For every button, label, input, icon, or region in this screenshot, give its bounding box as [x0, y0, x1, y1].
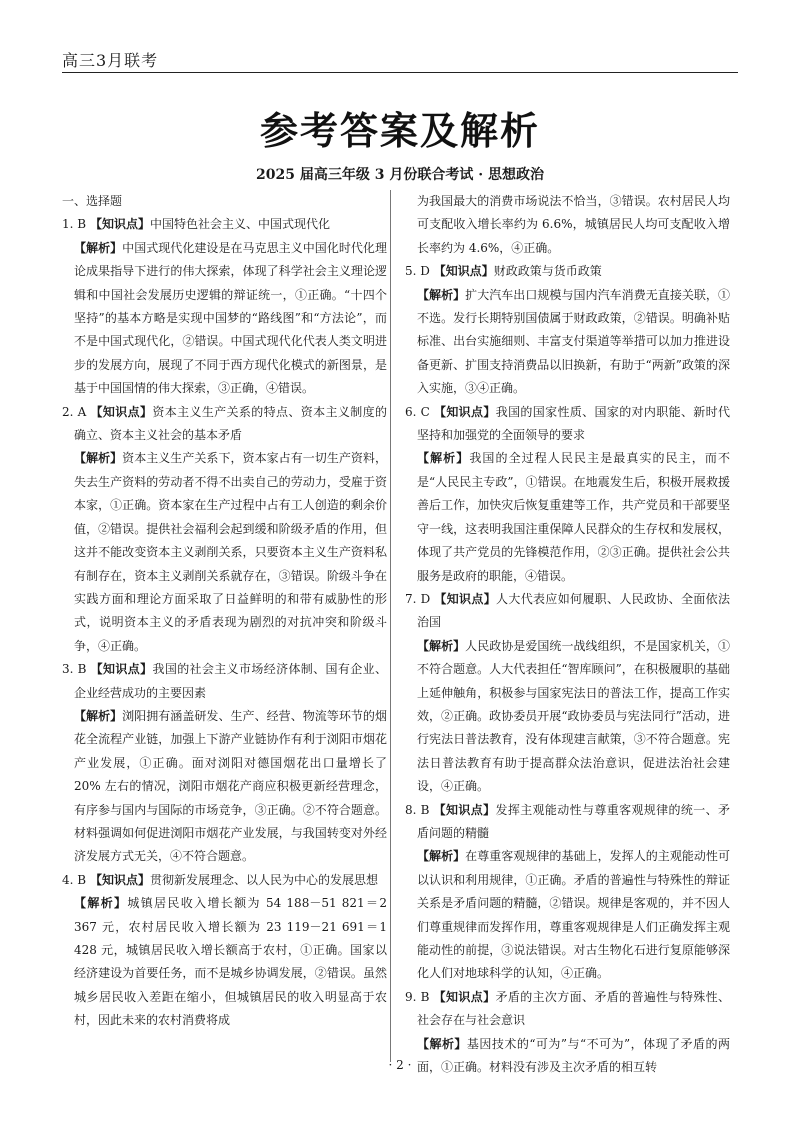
knowledge-point: 财政政策与货币政策 — [493, 264, 602, 279]
knowledge-point-tag: 【知识点】 — [90, 404, 153, 419]
question-answer: C — [420, 404, 430, 419]
analysis-tag: 【解析】 — [74, 451, 123, 466]
knowledge-point-tag: 【知识点】 — [89, 217, 150, 232]
analysis-tag: 【解析】 — [417, 638, 466, 653]
question-number: 3. — [62, 662, 74, 677]
question-number: 2. — [62, 404, 74, 419]
exam-label: 高三3月联考 — [62, 51, 159, 70]
analysis-tag: 【解析】 — [74, 896, 128, 911]
analysis-text: 人民政协是爱国统一战线组织，不是国家机关，①不符合题意。人大代表担任“智库顾问”，在积极履职的基础上延伸触角，积极参与国家宪法日的普法工作，提高工作实效，②正确。政协委员开展“政协委员与宪法同行”活动，进行宪法日普法教育，没有体现建言献策，③不符合题意。宪法日普法教育有助于提高群众法治意识，促进法治社会建设，④正确。 — [417, 638, 730, 794]
analysis-tag: 【解析】 — [417, 451, 470, 466]
knowledge-point-tag: 【知识点】 — [434, 591, 497, 606]
knowledge-point: 我国的社会主义市场经济体制、国有企业、企业经营成功的主要因素 — [74, 662, 387, 700]
exam-subtitle: 2025 届高三年级 3 月份联合考试 · 思想政治 — [256, 167, 544, 183]
page-title: 参考答案及解析 — [259, 109, 540, 153]
analysis-text: 中国式现代化建设是在马克思主义中国化时代化理论成果指导下进行的伟大探索，体现了科学社会主义理论逻辑和中国社会发展历史逻辑的辩证统一，①正确。“十四个坚持”的基本方略是实现中国梦的“路线图”和“方法论”，而不是中国式现代化，②错误。中国式现代化代表人类文明进步的发展方向，展现了不同于西方现代化模式的新图景，是基于中国国情的伟大探索，③正确，④错误。 — [74, 240, 387, 396]
question-2 — [62, 401, 387, 658]
knowledge-point: 矛盾的主次方面、矛盾的普遍性与特殊性、社会存在与社会意识 — [417, 989, 730, 1028]
question-number: 7. — [405, 591, 417, 606]
analysis-text: 浏阳拥有涵盖研发、生产、经营、物流等环节的烟花全流程产业链，加强上下游产业链协作有利于浏阳市烟花产业发展，①正确。面对浏阳对德国烟花出口量增长了 20% 左右的情况，浏阳市烟花产商应积极更新经营理念，有序参与国内与国际的市场竞争，③正确。②不符合题意。材料强调如何促进浏阳市烟花产业发展，与我国转变对外经济发展方式无关，④不符合题意。 — [74, 708, 387, 864]
question-number: 4. — [62, 872, 74, 887]
question-number: 6. — [405, 404, 417, 419]
analysis-tag: 【解析】 — [417, 287, 466, 302]
header-rule — [62, 72, 738, 73]
question-answer: B — [77, 872, 87, 887]
section-heading: 一、选择题 — [62, 194, 123, 208]
question-number: 5. — [405, 264, 417, 279]
knowledge-point-tag: 【知识点】 — [90, 662, 153, 677]
analysis-text: 我国的全过程人民民主是最真实的民主，而不是“人民民主专政”，①错误。在地震发生后，积极开展救援善后工作，加快灾后恢复重建等工作，共产党员和干部要坚守一线，这表明我国注重保障人民群众的生存权和发展权，体现了共产党员的先锋模范作用，②③正确。提供社会公共服务是政府的职能，④错误。 — [417, 451, 730, 583]
question-6 — [405, 401, 730, 588]
knowledge-point: 中国特色社会主义、中国式现代化 — [149, 217, 330, 232]
knowledge-point-tag: 【知识点】 — [433, 264, 494, 279]
question-7 — [405, 588, 730, 799]
knowledge-point-tag: 【知识点】 — [89, 872, 150, 887]
question-number: 1. — [62, 217, 74, 232]
analysis-text: 在尊重客观规律的基础上，发挥人的主观能动性可以认识和利用规律，①正确。矛盾的普遍性与特殊性的辩证关系是矛盾问题的精髓，②错误。规律是客观的，并不因人们尊重规律而发挥作用，尊重客观规律是人们正确发挥主观能动性的前提，③说法错误。对古生物化石进行复原能够深化人们对地球科学的认知，④正确。 — [417, 849, 730, 981]
analysis-tag: 【解析】 — [74, 240, 123, 255]
question-answer: D — [420, 591, 431, 606]
analysis-text: 扩大汽车出口规模与国内汽车消费无直接关联，①不选。发行长期特别国债属于财政政策，②错误。明确补贴标准、出台实施细则、丰富支付渠道等举措可以加力推进设备更新、扩围支持消费品以旧换新，有助于“两新”政策的深入实施，③④正确。 — [417, 287, 730, 396]
question-3 — [62, 658, 387, 869]
knowledge-point: 人大代表应如何履职、人民政协、全面依法治国 — [417, 591, 730, 630]
analysis-tag: 【解析】 — [417, 849, 466, 864]
question-number: 8. — [405, 802, 417, 817]
knowledge-point: 发挥主观能动性与尊重客观规律的统一、矛盾问题的精髓 — [417, 802, 730, 840]
left-column — [62, 190, 387, 1033]
knowledge-point-tag: 【知识点】 — [433, 404, 496, 419]
question-answer: B — [420, 989, 430, 1004]
analysis-tag: 【解析】 — [417, 1036, 467, 1051]
question-answer: B — [77, 662, 87, 677]
knowledge-point: 我国的国家性质、国家的对内职能、新时代坚持和加强党的全面领导的要求 — [417, 404, 730, 443]
column-divider — [390, 190, 391, 1062]
knowledge-point: 贯彻新发展理念、以人民为中心的发展思想 — [149, 872, 378, 887]
right-column — [405, 190, 730, 1079]
question-number: 9. — [405, 989, 417, 1004]
question-8 — [405, 799, 730, 986]
analysis-tag: 【解析】 — [74, 708, 123, 723]
knowledge-point: 资本主义生产关系的特点、资本主义制度的确立、资本主义社会的基本矛盾 — [74, 404, 387, 443]
question-answer: B — [420, 802, 430, 817]
question-5 — [405, 260, 730, 400]
question-answer: B — [77, 217, 87, 232]
question-4-continuation: 为我国最大的消费市场说法不恰当，③错误。农村居民人均可支配收入增长率约为 6.6%，城镇居民人均可支配收入增长率约为 4.6%，④正确。 — [417, 194, 730, 255]
knowledge-point-tag: 【知识点】 — [433, 802, 496, 817]
analysis-text: 资本主义生产关系下，资本家占有一切生产资料，失去生产资料的劳动者不得不出卖自己的劳动力，受雇于资本家，①正确。资本家在生产过程中占有工人创造的剩余价值，②错误。提供社会福利会起到缓和阶级矛盾的作用，但这并不能改变资本主义剥削关系，只要资本主义生产资料私有制存在，资本主义剥削关系就存在，③错误。阶级斗争在实践方面和理论方面采取了日益鲜明的和带有威胁性的形式，说明资本主义的矛盾表现为剧烈的对抗冲突和阶级斗争，④正确。 — [74, 451, 387, 653]
knowledge-point-tag: 【知识点】 — [433, 989, 496, 1004]
question-4 — [62, 869, 387, 1033]
page-number: · 2 · — [388, 1058, 412, 1072]
analysis-text: 基因技术的“可为”与“不可为”，体现了矛盾的两面，①正确。材料没有涉及主次矛盾的相互转 — [417, 1036, 730, 1075]
question-1 — [62, 213, 387, 400]
question-answer: A — [77, 404, 87, 419]
analysis-text: 城镇居民收入增长额为 54 188－51 821＝2 367 元，农村居民收入增长额为 23 119－21 691＝1 428 元，城镇居民收入增长额高于农村，①正确。国家以经济建设为首要任务，而不是城乡协调发展，②错误。虽然城乡居民收入差距在缩小，但城镇居民的收入明显高于农村，因此未来的农村消费将成 — [74, 896, 387, 1028]
question-answer: D — [420, 264, 430, 279]
